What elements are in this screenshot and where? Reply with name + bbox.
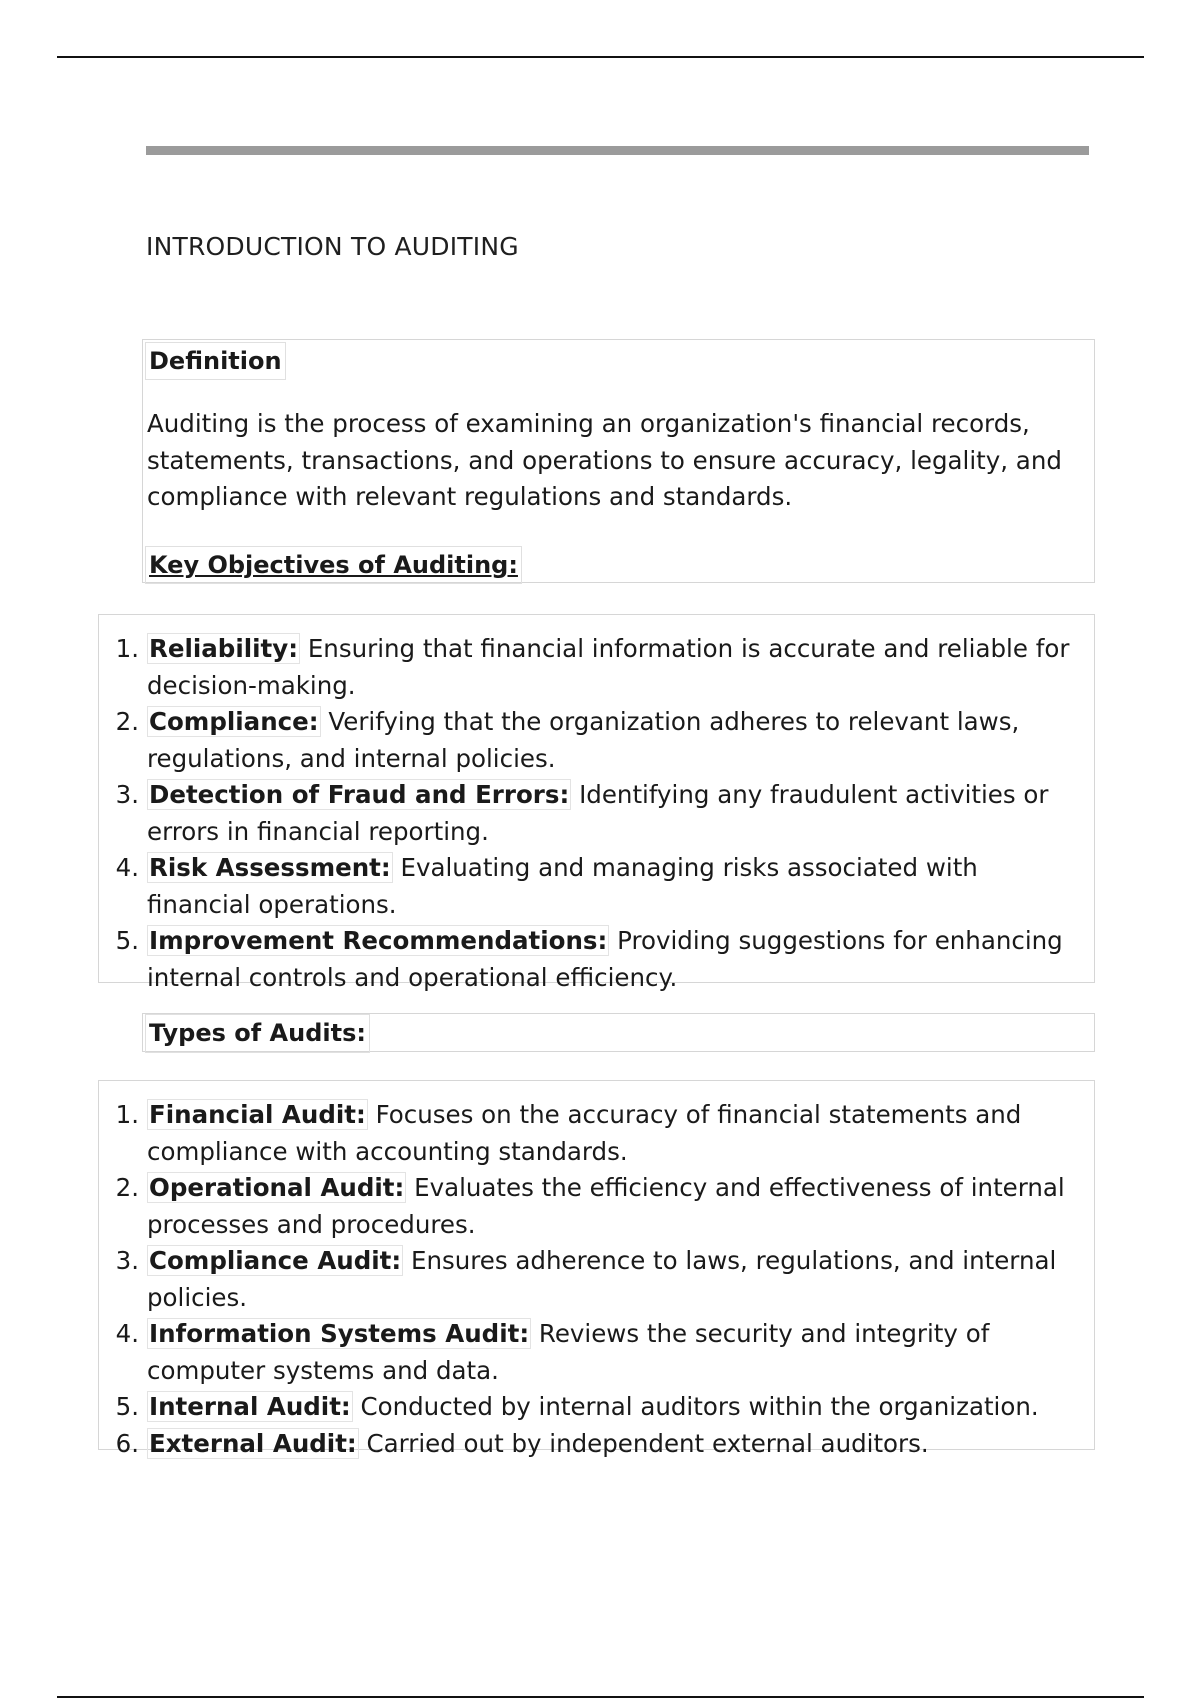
bottom-rule: [57, 1696, 1144, 1698]
list-item: [99, 777, 1094, 850]
item-term: Risk Assessment:: [149, 853, 391, 882]
item-text: Evaluating and managing risks associated with financial operations.: [147, 853, 978, 919]
list-item: [99, 850, 1094, 923]
types-heading-section: [142, 1013, 1095, 1052]
item-number: 3.: [115, 1246, 139, 1275]
item-number: 1.: [115, 1100, 139, 1129]
item-text: Providing suggestions for enhancing internal controls and operational efficiency.: [147, 926, 1063, 992]
item-term: Compliance Audit:: [149, 1246, 402, 1275]
definition-heading: Definition: [145, 342, 286, 380]
item-term: Detection of Fraud and Errors:: [149, 780, 570, 809]
item-text: Identifying any fraudulent activities or errors in financial reporting.: [147, 780, 1049, 846]
list-item: [99, 1426, 1094, 1463]
list-item: [99, 631, 1094, 704]
item-term: Improvement Recommendations:: [149, 926, 608, 955]
top-rule: [57, 56, 1144, 58]
item-text: Verifying that the organization adheres to relevant laws, regulations, and internal policies.: [147, 707, 1020, 773]
definition-text: Auditing is the process of examining an organization's financial records, statements, transactions, and operations to ensure accuracy, legality, and compliance with relevant regulations and standards.: [147, 409, 1062, 511]
item-text: Ensures adherence to laws, regulations, and internal policies.: [147, 1246, 1057, 1312]
item-number: 1.: [115, 634, 139, 663]
header-bar: [146, 146, 1089, 155]
item-text: Carried out by independent external auditors.: [358, 1428, 929, 1458]
item-number: 2.: [115, 1173, 139, 1202]
list-item: [99, 1097, 1094, 1170]
list-item: [99, 1170, 1094, 1243]
list-item: [99, 1316, 1094, 1389]
objectives-list: [99, 631, 1094, 996]
item-term: Financial Audit:: [149, 1100, 366, 1129]
item-number: 6.: [115, 1428, 139, 1458]
objectives-list-box: [98, 614, 1095, 992]
definition-section: [142, 339, 1095, 583]
item-text: Reviews the security and integrity of computer systems and data.: [147, 1319, 990, 1385]
item-term: Internal Audit:: [149, 1392, 351, 1421]
item-number: 4.: [115, 1319, 139, 1348]
item-number: 4.: [115, 853, 139, 882]
item-term: Compliance:: [149, 707, 319, 736]
item-text: Focuses on the accuracy of financial statements and compliance with accounting standards.: [147, 1100, 1022, 1166]
item-term: External Audit:: [149, 1428, 357, 1458]
types-list-box: [98, 1080, 1095, 1458]
item-number: 2.: [115, 707, 139, 736]
item-term: Operational Audit:: [149, 1173, 405, 1202]
key-objectives-heading: Key Objectives of Auditing:: [145, 546, 522, 584]
item-term: Information Systems Audit:: [149, 1319, 530, 1348]
item-text: Evaluates the efficiency and effectiveness of internal processes and procedures.: [147, 1173, 1065, 1239]
types-list: [99, 1097, 1094, 1462]
item-term: Reliability:: [149, 634, 299, 663]
item-text: Ensuring that financial information is accurate and reliable for decision-making.: [147, 634, 1070, 700]
types-heading: Types of Audits:: [145, 1014, 370, 1053]
item-number: 3.: [115, 780, 139, 809]
list-item: [99, 1243, 1094, 1316]
list-item: [99, 704, 1094, 777]
item-number: 5.: [115, 1392, 139, 1421]
list-item: [99, 1389, 1094, 1426]
item-number: 5.: [115, 926, 139, 955]
item-text: Conducted by internal auditors within the organization.: [352, 1392, 1039, 1421]
document-title: INTRODUCTION TO AUDITING: [146, 232, 519, 261]
list-item: [99, 923, 1094, 996]
